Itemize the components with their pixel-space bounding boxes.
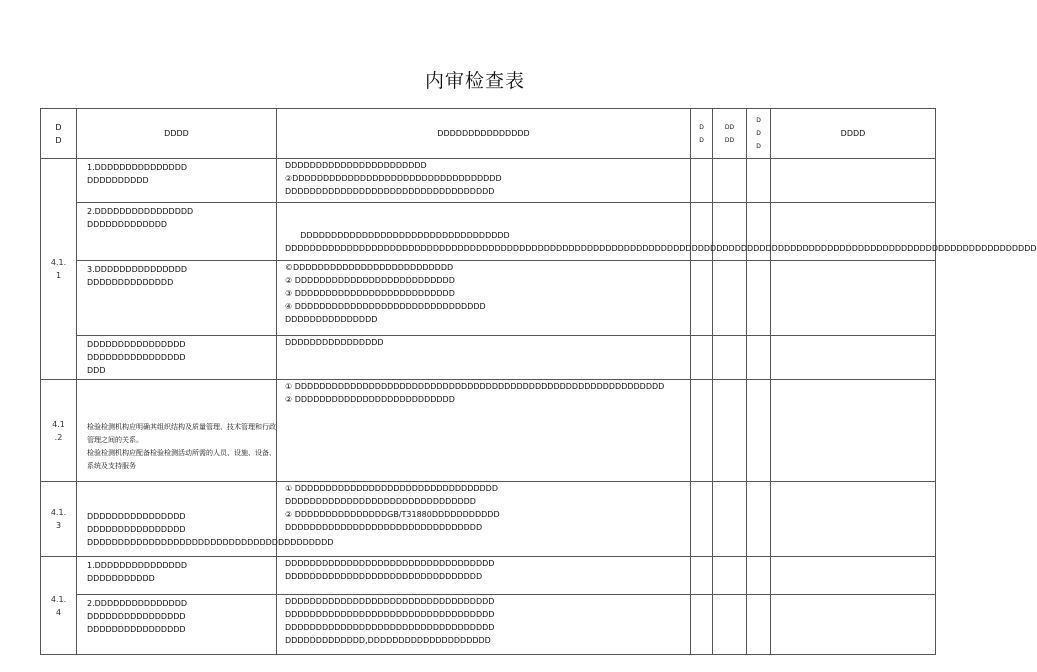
check-cell[interactable] bbox=[691, 261, 713, 336]
check-cell[interactable] bbox=[691, 482, 713, 557]
table-row bbox=[41, 159, 936, 203]
clause-cell: 4.1. 4 bbox=[41, 557, 77, 655]
header-clause: D D bbox=[41, 109, 77, 159]
header-row bbox=[41, 109, 936, 159]
table-row bbox=[41, 595, 936, 655]
header-col-3: D D D bbox=[747, 109, 771, 159]
check-cell[interactable] bbox=[691, 557, 713, 595]
content-cell: ① DDDDDDDDDDDDDDDDDDDDDDDDDDDDDDDDD DDDDDDDDDDDDDDDDDDDDDDDDDDDDDDD ② DDDDDDDDDDDDDDDGB/T31880DDDDDDDDDDD DDDDDDDDDDDDDDDDDDDDDDDDDDDDDDDD bbox=[277, 482, 691, 557]
page-title: 内审检查表 bbox=[424, 70, 525, 92]
check-cell[interactable] bbox=[747, 380, 771, 482]
check-cell[interactable] bbox=[691, 595, 713, 655]
requirement-cell: DDDDDDDDDDDDDDDD DDDDDDDDDDDDDDDD DDD bbox=[77, 336, 277, 380]
check-cell[interactable] bbox=[747, 557, 771, 595]
remark-cell[interactable] bbox=[771, 557, 936, 595]
remark-cell[interactable] bbox=[771, 482, 936, 557]
check-cell[interactable] bbox=[713, 482, 747, 557]
requirement-cell: 2.DDDDDDDDDDDDDDDD DDDDDDDDDDDDD bbox=[77, 203, 277, 261]
check-cell[interactable] bbox=[747, 159, 771, 203]
clause-cell: 4.1 .2 bbox=[41, 380, 77, 482]
audit-checklist-table bbox=[40, 108, 1037, 655]
content-cell: ©DDDDDDDDDDDDDDDDDDDDDDDDDD ② DDDDDDDDDDDDDDDDDDDDDDDDDD ③ DDDDDDDDDDDDDDDDDDDDDDDDDD ④ DDDDDDDDDDDDDDDDDDDDDDDDDDDDDDD DDDDDDDDDDDDDDD bbox=[277, 261, 691, 336]
check-cell[interactable] bbox=[747, 482, 771, 557]
requirement-cell: 检验检测机构应明确其组织结构及质量管理、技术管理和行政管理之间的关系。 检验检测机构应配备检验检测活动所需的人员、设施、设备、系统及支持服务 bbox=[77, 380, 277, 482]
check-cell[interactable] bbox=[747, 595, 771, 655]
header-requirement: DDDD bbox=[77, 109, 277, 159]
check-cell[interactable] bbox=[691, 336, 713, 380]
content-cell: DDDDDDDDDDDDDDDDDDDDDDDDDDDDDDDDDD DDDDDDDDDDDDDDDDDDDDDDDDDDDDDDDDDD DDDDDDDDDDDDDDDDDDDDDDDDDDDDDDDDDD DDDDDDDDDDDDD,DDDDDDDDDDDDDDDDDDDD bbox=[277, 595, 691, 655]
requirement-cell: 1.DDDDDDDDDDDDDDD DDDDDDDDDD bbox=[77, 159, 277, 203]
content-cell: DDDDDDDDDDDDDDDD bbox=[277, 336, 691, 380]
header-col-2: DD DD bbox=[713, 109, 747, 159]
check-cell[interactable] bbox=[713, 380, 747, 482]
check-cell[interactable] bbox=[713, 557, 747, 595]
check-cell[interactable] bbox=[713, 159, 747, 203]
check-cell[interactable] bbox=[747, 261, 771, 336]
content-cell: ① DDDDDDDDDDDDDDDDDDDDDDDDDDDDDDDDDDDDDDDDDDDDDDDDDDDDDDDDDDDD ② DDDDDDDDDDDDDDDDDDDDDDDDDD bbox=[277, 380, 691, 482]
content-cell: DDDDDDDDDDDDDDDDDDDDDDDDDDDDDDDDDD DDDDDDDDDDDDDDDDDDDDDDDDDDDDDDDD bbox=[277, 557, 691, 595]
table-row bbox=[41, 482, 936, 557]
table-row bbox=[41, 380, 936, 482]
remark-cell[interactable] bbox=[771, 380, 936, 482]
remark-cell[interactable] bbox=[771, 159, 936, 203]
clause-cell: 4.1. 3 bbox=[41, 482, 77, 557]
check-cell[interactable] bbox=[713, 261, 747, 336]
check-cell[interactable] bbox=[713, 595, 747, 655]
check-cell[interactable] bbox=[691, 380, 713, 482]
remark-cell[interactable] bbox=[771, 595, 936, 655]
content-cell: DDDDDDDDDDDDDDDDDDDDDDD ②DDDDDDDDDDDDDDDDDDDDDDDDDDDDDDDDDD DDDDDDDDDDDDDDDDDDDDDDDDDDDDDDDDDD bbox=[277, 159, 691, 203]
table-row bbox=[41, 336, 936, 380]
header-remark: DDDD bbox=[771, 109, 936, 159]
check-cell[interactable] bbox=[713, 336, 747, 380]
requirement-cell: 2.DDDDDDDDDDDDDDD DDDDDDDDDDDDDDDD DDDDDDDDDDDDDDDD bbox=[77, 595, 277, 655]
requirement-cell: DDDDDDDDDDDDDDDD DDDDDDDDDDDDDDDD DDDDDDDDDDDDDDDDDDDDDDDDDDDDDDDDDDDDDDDD bbox=[77, 482, 277, 557]
clause-cell: 4.1. 1 bbox=[41, 159, 77, 380]
table-row bbox=[41, 557, 936, 595]
requirement-cell: 3.DDDDDDDDDDDDDDD DDDDDDDDDDDDDD bbox=[77, 261, 277, 336]
remark-cell[interactable] bbox=[771, 336, 936, 380]
header-col-1: D D bbox=[691, 109, 713, 159]
remark-cell[interactable] bbox=[771, 261, 936, 336]
table-row bbox=[41, 203, 936, 261]
header-content: DDDDDDDDDDDDDDD bbox=[277, 109, 691, 159]
table-row bbox=[41, 261, 936, 336]
content-cell: DDDDDDDDDDDDDDDDDDDDDDDDDDDDDDDDDD DDDDDDDDDDDDDDDDDDDDDDDDDDDDDDDDDDDDDDDDDDDDDDDDDDDDDDDDDDDDDDDDDDDDDDDDDDDDDDDDDDDDDDDDDDDDDDDDDDDDDDDDDDDDDDDDDDDDDDDDDD bbox=[277, 203, 691, 261]
check-cell[interactable] bbox=[747, 336, 771, 380]
check-cell[interactable] bbox=[691, 159, 713, 203]
requirement-cell: 1.DDDDDDDDDDDDDDD DDDDDDDDDDD bbox=[77, 557, 277, 595]
